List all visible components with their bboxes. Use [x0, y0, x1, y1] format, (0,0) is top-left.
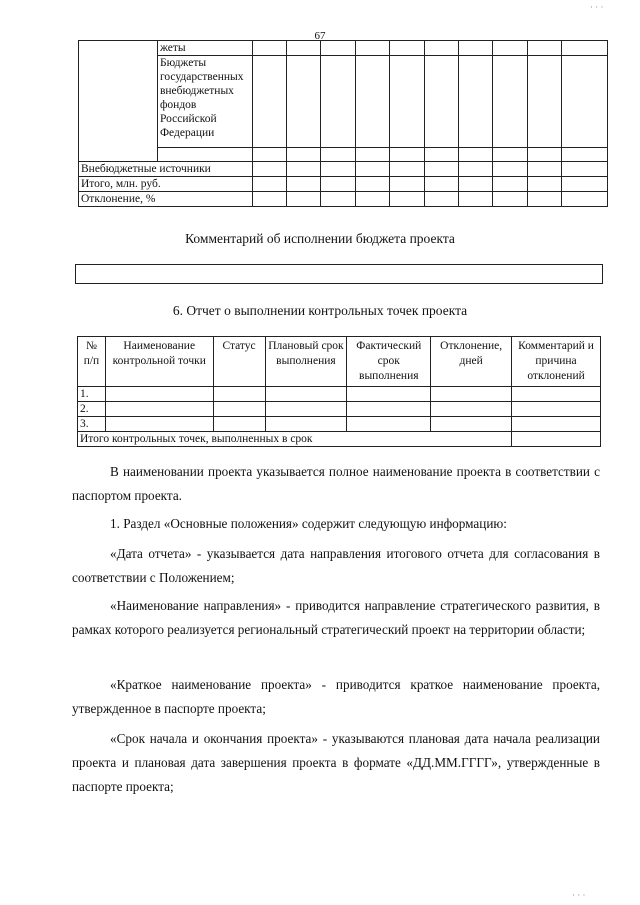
table-row	[78, 417, 601, 432]
table-row	[79, 41, 608, 56]
section-6-heading: 6. Отчет о выполнении контрольных точек проекта	[172, 303, 468, 318]
table-cell: 2.	[78, 402, 106, 417]
table-cell: Бюджеты государственных внебюджетных фондов Российской Федерации	[157, 56, 252, 148]
table-row	[78, 402, 601, 417]
paragraph: 1. Раздел «Основные положения» содержит следующую информацию:	[110, 516, 507, 531]
table-row	[79, 148, 608, 162]
budget-table	[78, 40, 608, 207]
table-row	[79, 177, 608, 192]
header-cell: Плановый срок выполнения	[265, 337, 347, 387]
header-cell: Наименование контрольной точки	[105, 337, 213, 387]
paragraph: «Дата отчета» - указывается дата направления итогового отчета для согласования в соответствии с Положением;	[72, 546, 600, 585]
table-cell	[79, 41, 158, 162]
paragraph: «Срок начала и окончания проекта» - указываются плановая дата начала реализации проекта и плановая дата завершения проекта в формате «ДД.ММ.ГГГГ», утвержденные в паспорте проекта;	[72, 731, 600, 794]
header-cell: Статус	[213, 337, 265, 387]
table-cell: Отклонение, %	[79, 192, 253, 207]
header-cell: Отклонение, дней	[431, 337, 512, 387]
comment-box	[75, 264, 603, 284]
corner-mark-top: · · ·	[590, 2, 604, 12]
page-number: 67	[314, 30, 326, 42]
table-header-row	[78, 337, 601, 387]
control-points-table	[77, 336, 601, 447]
table-row	[79, 56, 608, 148]
header-cell: Комментарий и причина отклонений	[512, 337, 601, 387]
table-row	[78, 387, 601, 402]
paragraph: «Краткое наименование проекта» - приводится краткое наименование проекта, утвержденное в паспорте проекта;	[72, 677, 600, 716]
paragraph: В наименовании проекта указывается полное наименование проекта в соответствии с паспортом проекта.	[72, 464, 600, 503]
table-cell: Итого, млн. руб.	[79, 177, 253, 192]
table-cell: 3.	[78, 417, 106, 432]
comment-heading: Комментарий об исполнении бюджета проекта	[185, 231, 455, 246]
corner-mark-bottom: · · ·	[572, 890, 586, 900]
table-row	[79, 162, 608, 177]
header-cell: № п/п	[78, 337, 106, 387]
paragraph: «Наименование направления» - приводится направление стратегического развития, в рамках которого реализуется региональный стратегический проект на территории области;	[72, 598, 600, 637]
header-cell: Фактический срок выполнения	[347, 337, 431, 387]
table-cell: Итого контрольных точек, выполненных в срок	[78, 432, 512, 447]
table-cell: Внебюджетные источники	[79, 162, 253, 177]
table-cell: 1.	[78, 387, 106, 402]
table-row	[79, 192, 608, 207]
table-cell: жеты	[157, 41, 252, 56]
table-row	[78, 432, 601, 447]
